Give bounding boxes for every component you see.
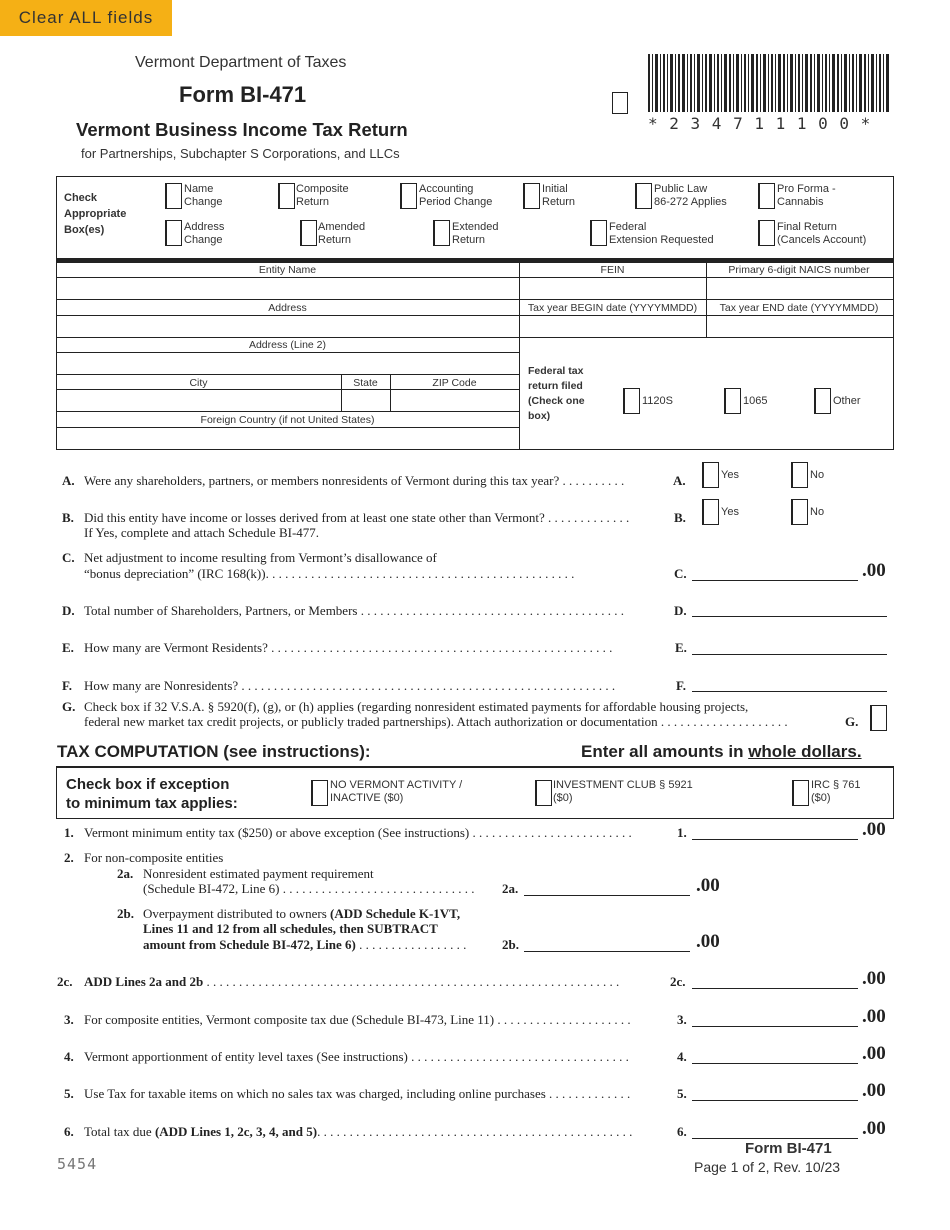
investment-club-label: INVESTMENT CLUB § 5921 ($0) [553,779,693,804]
line-6-cents: .00 [862,1118,886,1139]
form-1120s-label: 1120S [642,395,673,407]
exception-label: Check box if exception to minimum tax applies: [66,776,238,812]
question-d-input[interactable] [692,598,887,617]
address-change-checkbox[interactable] [165,220,182,246]
line-2a-number: 2a. [117,866,134,881]
name-change-checkbox[interactable] [165,183,182,209]
fein-header: FEIN [600,264,625,276]
return-subtitle: for Partnerships, Subchapter S Corporations, and LLCs [81,146,400,161]
federal-extension-label: Federal Extension Requested [609,221,714,246]
line-6-input[interactable] [692,1120,858,1139]
whole-dollars-note: Enter all amounts in whole dollars. [581,742,862,761]
line-2c-text: ADD Lines 2a and 2b . . . . . . . . . . . . . . . . . . . . . . . . . . . . . . . . . . . . . . . . . . . . . . . . . . . . . . . . . . . . . . . . [84,974,620,989]
question-c-cents: .00 [862,560,886,581]
question-d-text: Total number of Shareholders, Partners, or Members . . . . . . . . . . . . . . . . . . . . . . . . . . . . . . . . . . . . . . . . . [84,603,624,618]
line-1-ref: 1. [677,825,687,840]
question-b-no-label: No [810,506,825,518]
initial-return-label: Initial Return [542,183,576,208]
question-a-no-label: No [810,469,825,481]
address-header: Address [268,302,307,314]
line-4-ref: 4. [677,1049,687,1064]
question-b-yes-label: Yes [721,506,739,518]
begin-date-input[interactable] [520,316,706,337]
final-return-checkbox[interactable] [758,220,775,246]
federal-return-filed-label: Federal tax return filed (Check one box) [528,365,585,422]
form-1065-label: 1065 [743,395,768,407]
line-1-number: 1. [64,825,74,840]
question-e-input[interactable] [692,636,887,655]
line-2b-number: 2b. [117,906,134,921]
line-6-ref: 6. [677,1124,687,1139]
federal-extension-checkbox[interactable] [590,220,607,246]
no-vermont-activity-label: NO VERMONT ACTIVITY / INACTIVE ($0) [330,779,463,804]
accounting-period-label: Accounting Period Change [419,183,493,208]
clear-all-fields-button[interactable]: Clear ALL fields [0,0,172,36]
question-f-input[interactable] [692,673,887,692]
question-c-letter: C. [62,550,75,565]
form-other-label: Other [833,395,861,407]
city-header: City [189,377,208,389]
composite-return-checkbox[interactable] [278,183,295,209]
line-4-input[interactable] [692,1045,858,1064]
line-2b-cents: .00 [696,931,720,952]
question-a-yes-checkbox[interactable] [702,462,719,488]
question-d-letter: D. [62,603,75,618]
line-2b-text2: Lines 11 and 12 from all schedules, then SUBTRACT [143,921,438,936]
line-6-number: 6. [64,1124,74,1139]
irc-761-label: IRC § 761 ($0) [811,779,861,804]
line-1-text: Vermont minimum entity tax ($250) or above exception (See instructions) . . . . . . . . . . . . . . . . . . . . . . . . . [84,825,632,840]
composite-return-label: Composite Return [296,183,349,208]
line-3-input[interactable] [692,1008,858,1027]
line-4-number: 4. [64,1049,74,1064]
line-2-text: For non-composite entities [84,850,224,865]
no-vermont-activity-checkbox[interactable] [311,780,328,806]
question-c-text1: Net adjustment to income resulting from Vermont’s disallowance of [84,550,437,565]
line-2c-cents: .00 [862,968,886,989]
end-date-header: Tax year END date (YYYYMMDD) [719,302,879,314]
line-2c-ref: 2c. [670,974,686,989]
line-2a-ref: 2a. [502,881,519,896]
line-5-ref: 5. [677,1086,687,1101]
question-f-letter: F. [62,678,72,693]
begin-date-header: Tax year BEGIN date (YYYYMMDD) [527,302,698,314]
line-4-cents: .00 [862,1043,886,1064]
line-2b-input[interactable] [524,933,690,952]
barcode-image [648,54,892,112]
question-b-letter: B. [62,510,74,525]
address-change-label: Address Change [184,221,225,246]
line-2a-text2: (Schedule BI-472, Line 6) . . . . . . . . . . . . . . . . . . . . . . . . . . . . . . [143,881,475,896]
naics-input[interactable] [707,278,892,299]
state-input[interactable] [342,390,390,411]
line-3-cents: .00 [862,1006,886,1027]
question-a-ref: A. [673,473,686,488]
fein-input[interactable] [520,278,706,299]
line-5-input[interactable] [692,1082,858,1101]
irc-761-checkbox[interactable] [792,780,809,806]
question-b-ref: B. [674,510,686,525]
line-1-cents: .00 [862,819,886,840]
form-1120s-checkbox[interactable] [623,388,640,414]
line-2a-input[interactable] [524,877,690,896]
department-name: Vermont Department of Taxes [135,54,347,71]
amended-return-label: Amended Return [318,221,366,246]
state-header: State [353,377,378,389]
naics-header: Primary 6-digit NAICS number [728,264,870,276]
form-title: Form BI-471 [179,82,307,107]
address2-input[interactable] [57,353,519,374]
question-a-yes-label: Yes [721,469,739,481]
entity-name-header: Entity Name [258,264,317,276]
question-f-ref: F. [676,678,686,693]
line-2c-number: 2c. [57,974,73,989]
line-5-text: Use Tax for taxable items on which no sales tax was charged, including online purchases . . . . . . . . . . . . . [84,1086,631,1101]
barcode-text: * 2 3 4 7 1 1 1 0 0 * [648,114,872,133]
line-2-number: 2. [64,850,74,865]
question-b-no-checkbox[interactable] [791,499,808,525]
question-g-text1: Check box if 32 V.S.A. § 5920(f), (g), or (h) applies (regarding nonresident estimated payments for affordable housing projects, [84,699,749,714]
question-b-text: Did this entity have income or losses derived from at least one state other than Vermont? . . . . . . . . . . . . . [84,510,630,525]
footer-form-name: Form BI-471 [745,1140,832,1157]
line-2a-text1: Nonresident estimated payment requirement [143,866,374,881]
end-date-input[interactable] [707,316,892,337]
initial-return-checkbox[interactable] [523,183,540,209]
name-change-label: Name Change [184,183,223,208]
question-g-ref: G. [845,714,859,729]
question-b-note: If Yes, complete and attach Schedule BI-477. [84,525,320,540]
final-return-label: Final Return (Cancels Account) [777,221,867,246]
form-other-checkbox[interactable] [814,388,831,414]
question-a-no-checkbox[interactable] [791,462,808,488]
check-appropriate-label: Check Appropriate Box(es) [64,192,127,236]
question-b-yes-checkbox[interactable] [702,499,719,525]
line-2b-ref: 2b. [502,937,519,952]
line-2b-text1: Overpayment distributed to owners (ADD Schedule K-1VT, [143,906,461,921]
line-3-text: For composite entities, Vermont composite tax due (Schedule BI-473, Line 11) . . . . . . . . . . . . . . . . . . . . . [84,1012,631,1027]
line-5-cents: .00 [862,1080,886,1101]
question-c-ref: C. [674,566,687,581]
city-input[interactable] [57,390,340,411]
barcode-checkbox[interactable] [612,92,628,114]
accounting-period-checkbox[interactable] [400,183,417,209]
tax-computation-heading: TAX COMPUTATION (see instructions): [57,742,371,761]
address2-header: Address (Line 2) [248,339,327,351]
amended-return-checkbox[interactable] [300,220,317,246]
question-e-letter: E. [62,640,74,655]
address-input[interactable] [57,316,519,337]
extended-return-checkbox[interactable] [433,220,450,246]
question-f-text: How many are Nonresidents? . . . . . . . . . . . . . . . . . . . . . . . . . . . . . . . . . . . . . . . . . . . . . . . . . . . . . . . . . . [84,678,616,693]
form-code: 5454 [57,1155,98,1173]
public-law-checkbox[interactable] [635,183,652,209]
pro-forma-checkbox[interactable] [758,183,775,209]
zip-header: ZIP Code [432,377,477,389]
line-3-number: 3. [64,1012,74,1027]
line-2a-cents: .00 [696,875,720,896]
form-1065-checkbox[interactable] [724,388,741,414]
question-a-letter: A. [62,473,75,488]
question-d-ref: D. [674,603,687,618]
line-1-input[interactable] [692,821,858,840]
pro-forma-label: Pro Forma - Cannabis [777,183,836,208]
question-c-input[interactable] [692,562,858,581]
line-4-text: Vermont apportionment of entity level taxes (See instructions) . . . . . . . . . . . . . . . . . . . . . . . . . . . . . . . . . . [84,1049,629,1064]
extended-return-label: Extended Return [452,221,499,246]
investment-club-checkbox[interactable] [535,780,552,806]
line-2c-input[interactable] [692,970,858,989]
zip-input[interactable] [391,390,519,411]
question-e-ref: E. [675,640,687,655]
entity-name-input[interactable] [57,278,519,299]
public-law-label: Public Law 86-272 Applies [654,183,727,208]
foreign-country-header: Foreign Country (if not United States) [200,414,375,426]
question-e-text: How many are Vermont Residents? . . . . . . . . . . . . . . . . . . . . . . . . . . . . . . . . . . . . . . . . . . . . . . . . . . . . . [84,640,613,655]
return-title: Vermont Business Income Tax Return [76,119,408,140]
question-g-letter: G. [62,699,76,714]
foreign-country-input[interactable] [57,428,519,449]
footer-page-info: Page 1 of 2, Rev. 10/23 [694,1159,841,1175]
question-g-checkbox[interactable] [870,705,887,731]
line-6-text: Total tax due (ADD Lines 1, 2c, 3, 4, and 5). . . . . . . . . . . . . . . . . . . . . . . . . . . . . . . . . . . . . . . . . . . . . . . . . [84,1124,633,1139]
line-5-number: 5. [64,1086,74,1101]
question-a-text: Were any shareholders, partners, or members nonresidents of Vermont during this tax year? . . . . . . . . . . [84,473,625,488]
line-3-ref: 3. [677,1012,687,1027]
question-c-text2: “bonus depreciation” (IRC 168(k)). . . . . . . . . . . . . . . . . . . . . . . . . . . . . . . . . . . . . . . . . . . . . . . . [84,566,575,581]
question-g-text2: federal new market tax credit projects, or publicly traded partnerships). Attach authorization or documentation . . . . . . . . . . . . . . . . . . . . [84,714,788,729]
line-2b-text3: amount from Schedule BI-472, Line 6) . . . . . . . . . . . . . . . . . [143,937,467,952]
